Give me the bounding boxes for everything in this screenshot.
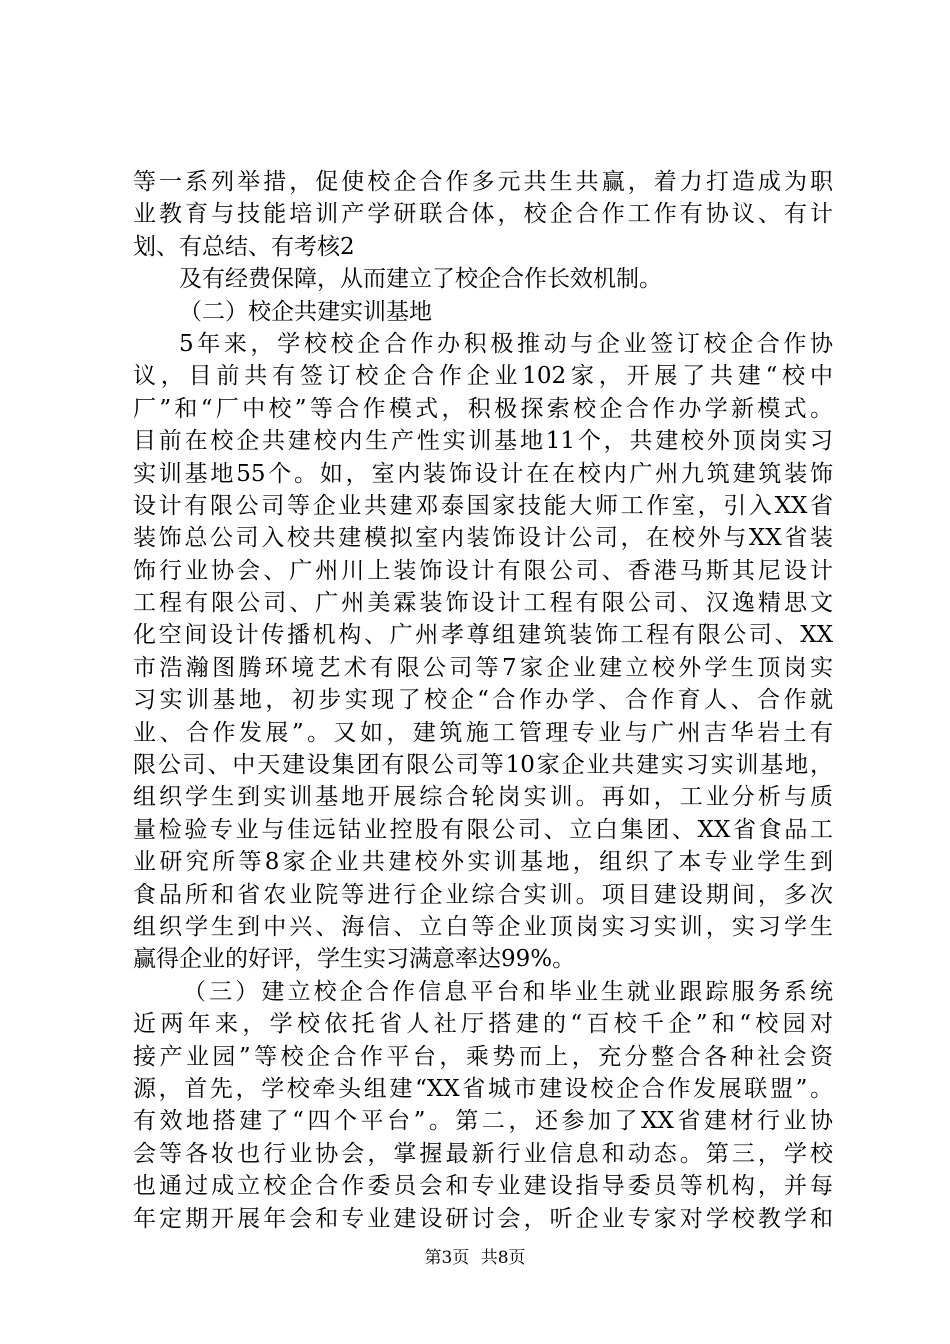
text-line: 实训基地55个。如，室内装饰设计在在校内广州九筑建筑装饰 [133,460,833,487]
text-line: 也通过成立校企合作委员会和专业建设指导委员等机构，并每 [133,1173,833,1200]
text-line: 业教育与技能培训产学研联合体，校企合作工作有协议、有计 [133,201,833,228]
page-total: 共8页 [480,1248,526,1268]
text-line: 有效地搭建了“四个平台”。第二，还参加了XX省建材行业协 [133,1108,833,1135]
text-line: 设计有限公司等企业共建邓泰国家技能大师工作室，引入XX省 [133,492,833,519]
page-number: 第3页 [424,1248,470,1268]
text-line: 会等各妆也行业协会，掌握最新行业信息和动态。第三，学校 [133,1140,833,1167]
section-heading: （三）建立校企合作信息平台和毕业生就业跟踪服务系统 [183,978,833,1005]
text-line: 食品所和省农业院等进行企业综合实训。项目建设期间，多次 [133,881,833,908]
text-line: 化空间设计传播机构、广州孝尊组建筑装饰工程有限公司、XX [133,622,833,649]
text-line: 年定期开展年会和专业建设研讨会，听企业专家对学校教学和 [133,1205,833,1232]
text-line: 5年来，学校校企合作办积极推动与企业签订校企合作协 [179,330,833,357]
text-line: 源，首先，学校牵头组建“XX省城市建设校企合作发展联盟”。 [133,1075,833,1102]
text-line: 组织学生到中兴、海信、立白等企业顶岗实习实训，实习学生 [133,913,833,940]
text-line: 划、有总结、有考核2 [133,233,355,260]
text-line: 及有经费保障，从而建立了校企合作长效机制。 [179,266,662,293]
text-line: 议，目前共有签订校企合作企业102家，开展了共建“校中 [133,363,833,390]
section-heading: （二）校企共建实训基地 [179,298,432,325]
text-line: 工程有限公司、广州美霖装饰设计工程有限公司、汉逸精思文 [133,590,833,617]
text-line: 近两年来，学校依托省人社厅搭建的“百校千企”和“校园对 [133,1011,833,1038]
text-line: 等一系列举措，促使校企合作多元共生共赢，着力打造成为职 [133,169,833,195]
page-footer [0,1248,950,1268]
text-line: 组织学生到实训基地开展综合轮岗实训。再如，工业分析与质 [133,784,833,811]
text-line: 厂”和“厂中校”等合作模式，积极探索校企合作办学新模式。 [133,395,833,422]
text-line: 接产业园”等校企合作平台，乘势而上，充分整合各种社会资 [133,1043,833,1070]
text-line: 业研究所等8家企业共建校外实训基地，组织了本专业学生到 [133,849,833,876]
text-line: 饰行业协会、广州川上装饰设计有限公司、香港马斯其尼设计 [133,557,833,584]
text-line: 装饰总公司入校共建模拟室内装饰设计公司，在校外与XX省装 [133,525,833,552]
text-line: 业、合作发展”。又如，建筑施工管理专业与广州吉华岩土有 [133,719,833,746]
text-line: 赢得企业的好评，学生实习满意率达99%。 [133,946,576,973]
text-line: 量检验专业与佳远钴业控股有限公司、立白集团、XX省食品工 [133,816,833,843]
text-line: 市浩瀚图腾环境艺术有限公司等7家企业建立校外学生顶岗实 [133,654,833,681]
text-line: 目前在校企共建校内生产性实训基地11个，共建校外顶岗实习 [133,428,833,455]
document-body [133,166,833,1235]
text-line: 习实训基地，初步实现了校企“合作办学、合作育人、合作就 [133,687,833,714]
text-line: 限公司、中天建设集团有限公司等10家企业共建实习实训基地， [133,752,833,779]
